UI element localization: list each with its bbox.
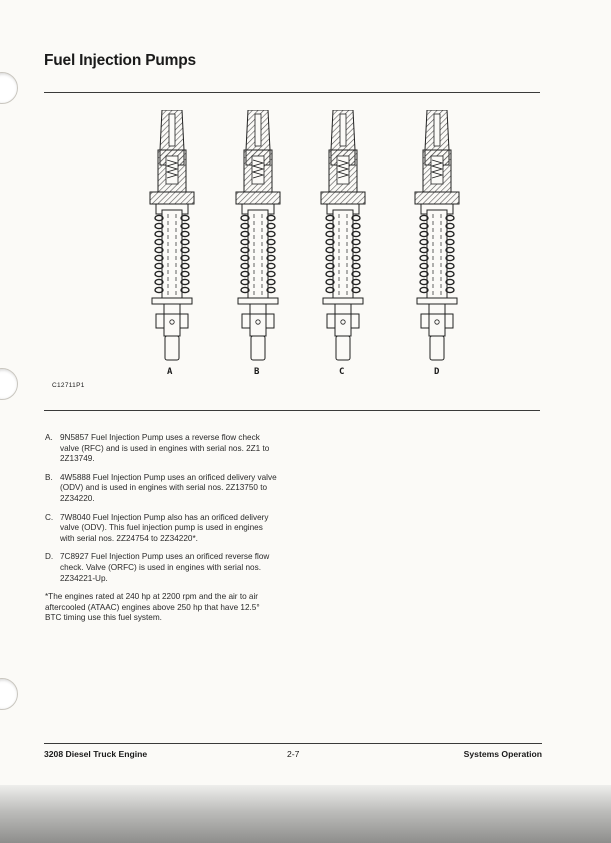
pump-label-a: A [167, 367, 173, 377]
caption-letter: C. [45, 512, 54, 522]
pump-label-c: C [339, 367, 345, 377]
caption-item-b [45, 473, 277, 505]
header-rule [44, 92, 540, 93]
caption-letter: D. [45, 552, 54, 562]
caption-text: 7C8927 Fuel Injection Pump uses an orificed reverse flow check. Valve (ORFC) is used in engines with serial nos. 2Z34221-Up. [60, 552, 270, 583]
punch-hole-bottom [0, 678, 18, 710]
figure-id: C12711P1 [52, 382, 85, 389]
caption-list [45, 433, 277, 624]
footer-section: Systems Operation [463, 749, 542, 759]
punch-hole-top [0, 72, 18, 104]
footer-rule [44, 743, 542, 744]
caption-item-a [45, 433, 277, 465]
pump-label-b: B [254, 367, 260, 377]
caption-text: 4W5888 Fuel Injection Pump uses an orificed delivery valve (ODV) and is used in engines with serial nos. 2Z13750 to 2Z34220. [60, 472, 277, 503]
pump-a-drawing [150, 110, 194, 360]
figure-rule [44, 410, 540, 411]
pump-b-drawing [236, 110, 280, 360]
footer-page-number: 2-7 [287, 749, 300, 759]
pump-d-drawing [415, 110, 459, 360]
caption-item-c [45, 513, 277, 545]
caption-letter: A. [45, 433, 53, 442]
scan-edge-shadow [0, 785, 611, 843]
pump-illustration [130, 110, 490, 380]
caption-text: 7W8040 Fuel Injection Pump also has an orificed delivery valve (ODV). This fuel injection pump is used in engines with serial nos. 2Z24754 to 2Z34220*. [60, 512, 269, 543]
pump-label-d: D [434, 367, 440, 377]
caption-letter: B. [45, 472, 53, 482]
caption-text: 9N5857 Fuel Injection Pump uses a reverse flow check valve (RFC) and is used in engines with serial nos. 2Z1 to 2Z13749. [60, 433, 270, 464]
page-title: Fuel Injection Pumps [44, 52, 196, 69]
footnote: *The engines rated at 240 hp at 2200 rpm and the air to air aftercooled (ATAAC) engines above 250 hp that have 12.5° BTC timing use this fuel system. [45, 592, 260, 623]
pump-c-drawing [321, 110, 365, 360]
caption-item-d [45, 552, 277, 584]
punch-hole-middle [0, 368, 18, 400]
footer-manual-title: 3208 Diesel Truck Engine [44, 749, 148, 759]
